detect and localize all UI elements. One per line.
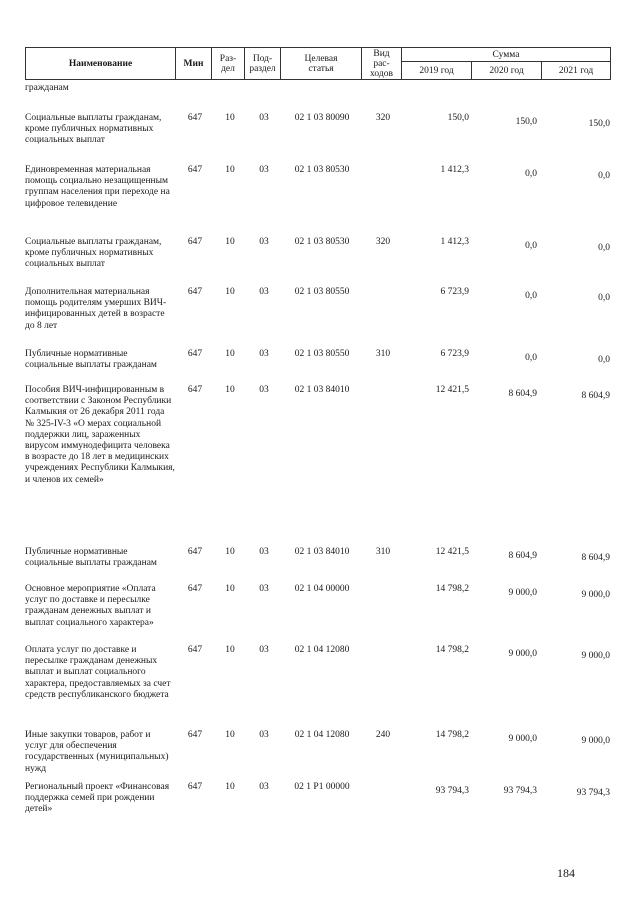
row-sum-2020: 150,0 (515, 117, 537, 127)
row-razdel: 10 (225, 165, 235, 175)
row-name: Единовременная материальная помощь социально незащищенным группам населения при переходе на цифровое телевидение (25, 165, 170, 209)
row-sum-2019: 6 723,9 (440, 287, 469, 297)
page-number: 184 (557, 866, 575, 880)
row-name: Публичные нормативные социальные выплаты гражданам (25, 547, 157, 569)
row-min: 647 (187, 547, 203, 557)
row-min: 647 (187, 645, 203, 655)
row-sum-2021: 9 000,0 (581, 736, 610, 746)
row-sum-2020: 9 000,0 (508, 734, 537, 744)
row-podrazdel: 03 (259, 165, 269, 175)
row-sum-2021: 0,0 (598, 355, 610, 365)
row-razdel: 10 (225, 287, 235, 297)
row-podrazdel: 03 (259, 287, 269, 297)
row-vid-rashodov: 240 (375, 730, 391, 740)
row-tselevaya-statya: 02 1 03 80530 (294, 165, 350, 175)
row-sum-2020: 0,0 (525, 291, 537, 301)
row-sum-2021: 93 794,3 (576, 788, 610, 798)
row-vid-rashodov: 320 (375, 237, 391, 247)
row-vid-rashodov: 310 (375, 547, 391, 557)
row-name: Региональный проект «Финансовая поддержка семей при рождении детей» (25, 782, 170, 815)
row-sum-2020: 0,0 (525, 241, 537, 251)
row-min: 647 (187, 237, 203, 247)
row-sum-2021: 9 000,0 (581, 590, 610, 600)
row-sum-2020: 8 604,9 (508, 389, 537, 399)
row-razdel: 10 (225, 547, 235, 557)
header-name: Наименование (26, 48, 176, 80)
row-razdel: 10 (225, 237, 235, 247)
header-2021: 2021 год (542, 62, 611, 80)
row-tselevaya-statya: 02 1 03 84010 (294, 385, 350, 395)
row-sum-2019: 6 723,9 (440, 349, 469, 359)
row-tselevaya-statya: 02 1 04 00000 (294, 584, 350, 594)
row-name: Основное мероприятие «Оплата услуг по доставке и пересылке гражданам денежных выплат и выплат социального характера» (25, 584, 156, 628)
row-podrazdel: 03 (259, 349, 269, 359)
row-sum-2021: 8 604,9 (581, 553, 610, 563)
header-summa: Сумма (402, 48, 611, 62)
row-podrazdel: 03 (259, 584, 269, 594)
continued-row-fragment: гражданам (25, 83, 69, 93)
row-sum-2020: 0,0 (525, 353, 537, 363)
row-tselevaya-statya: 02 1 03 84010 (294, 547, 350, 557)
header-min: Мин (176, 48, 212, 80)
row-sum-2020: 0,0 (525, 169, 537, 179)
row-name: Социальные выплаты гражданам, кроме публичных нормативных социальных выплат (25, 237, 162, 270)
row-tselevaya-statya: 02 1 04 12080 (294, 645, 350, 655)
row-sum-2019: 12 421,5 (435, 547, 469, 557)
row-min: 647 (187, 287, 203, 297)
row-razdel: 10 (225, 349, 235, 359)
header-podrazdel: Под- раздел (245, 48, 281, 80)
row-podrazdel: 03 (259, 547, 269, 557)
row-sum-2021: 8 604,9 (581, 391, 610, 401)
row-podrazdel: 03 (259, 730, 269, 740)
row-min: 647 (187, 385, 203, 395)
row-min: 647 (187, 782, 203, 792)
row-tselevaya-statya: 02 1 03 80530 (294, 237, 350, 247)
row-sum-2019: 1 412,3 (440, 165, 469, 175)
row-razdel: 10 (225, 645, 235, 655)
row-podrazdel: 03 (259, 237, 269, 247)
row-sum-2021: 0,0 (598, 243, 610, 253)
row-sum-2021: 150,0 (588, 119, 610, 129)
row-sum-2020: 93 794,3 (503, 786, 537, 796)
table-header (25, 47, 611, 80)
row-razdel: 10 (225, 584, 235, 594)
row-vid-rashodov: 320 (375, 113, 391, 123)
row-sum-2019: 12 421,5 (435, 385, 469, 395)
row-tselevaya-statya: 02 1 03 80550 (294, 287, 350, 297)
row-podrazdel: 03 (259, 385, 269, 395)
header-2020: 2020 год (472, 62, 542, 80)
row-sum-2021: 0,0 (598, 293, 610, 303)
row-min: 647 (187, 730, 203, 740)
row-sum-2020: 9 000,0 (508, 588, 537, 598)
row-name: Иные закупки товаров, работ и услуг для обеспечения государственных (муниципальных) нужд (25, 730, 169, 774)
row-razdel: 10 (225, 730, 235, 740)
row-sum-2021: 0,0 (598, 171, 610, 181)
row-podrazdel: 03 (259, 782, 269, 792)
row-name: Оплата услуг по доставке и пересылке гражданам денежных выплат и выплат социального характера, предоставляемых за счет средств республиканского бюджета (25, 645, 171, 700)
header-tselevaya-statya: Целевая статья (281, 48, 362, 80)
row-tselevaya-statya: 02 1 P1 00000 (294, 782, 350, 792)
row-vid-rashodov: 310 (375, 349, 391, 359)
row-razdel: 10 (225, 113, 235, 123)
header-vid-rashodov: Вид рас- ходов (362, 48, 402, 80)
row-sum-2019: 1 412,3 (440, 237, 469, 247)
row-name: Социальные выплаты гражданам, кроме публичных нормативных социальных выплат (25, 113, 162, 146)
header-2019: 2019 год (402, 62, 472, 80)
row-podrazdel: 03 (259, 645, 269, 655)
row-sum-2021: 9 000,0 (581, 651, 610, 661)
row-name: Пособия ВИЧ-инфицированным в соответствии с Законом Республики Калмыкия от 26 декабря 2011 года № 325-IV-3 «О мерах социальной поддержки лиц, зараженных вирусом иммунодефицита человека в возрасте до 18 лет в медицинских учреждениях Республики Калмыкия, и членов их семей» (25, 385, 175, 485)
row-min: 647 (187, 113, 203, 123)
row-razdel: 10 (225, 782, 235, 792)
row-sum-2019: 150,0 (447, 113, 469, 123)
row-min: 647 (187, 584, 203, 594)
row-razdel: 10 (225, 385, 235, 395)
row-tselevaya-statya: 02 1 03 80090 (294, 113, 350, 123)
row-tselevaya-statya: 02 1 04 12080 (294, 730, 350, 740)
row-sum-2019: 14 798,2 (435, 584, 469, 594)
row-tselevaya-statya: 02 1 03 80550 (294, 349, 350, 359)
header-razdel: Раз- дел (212, 48, 245, 80)
row-sum-2020: 8 604,9 (508, 551, 537, 561)
row-name: Публичные нормативные социальные выплаты гражданам (25, 349, 157, 371)
row-min: 647 (187, 165, 203, 175)
row-name: Дополнительная материальная помощь родителям умерших ВИЧ-инфицированных детей в возрасте до 8 лет (25, 287, 167, 331)
row-podrazdel: 03 (259, 113, 269, 123)
row-sum-2019: 14 798,2 (435, 730, 469, 740)
row-min: 647 (187, 349, 203, 359)
row-sum-2019: 14 798,2 (435, 645, 469, 655)
row-sum-2020: 9 000,0 (508, 649, 537, 659)
row-sum-2019: 93 794,3 (435, 786, 469, 796)
